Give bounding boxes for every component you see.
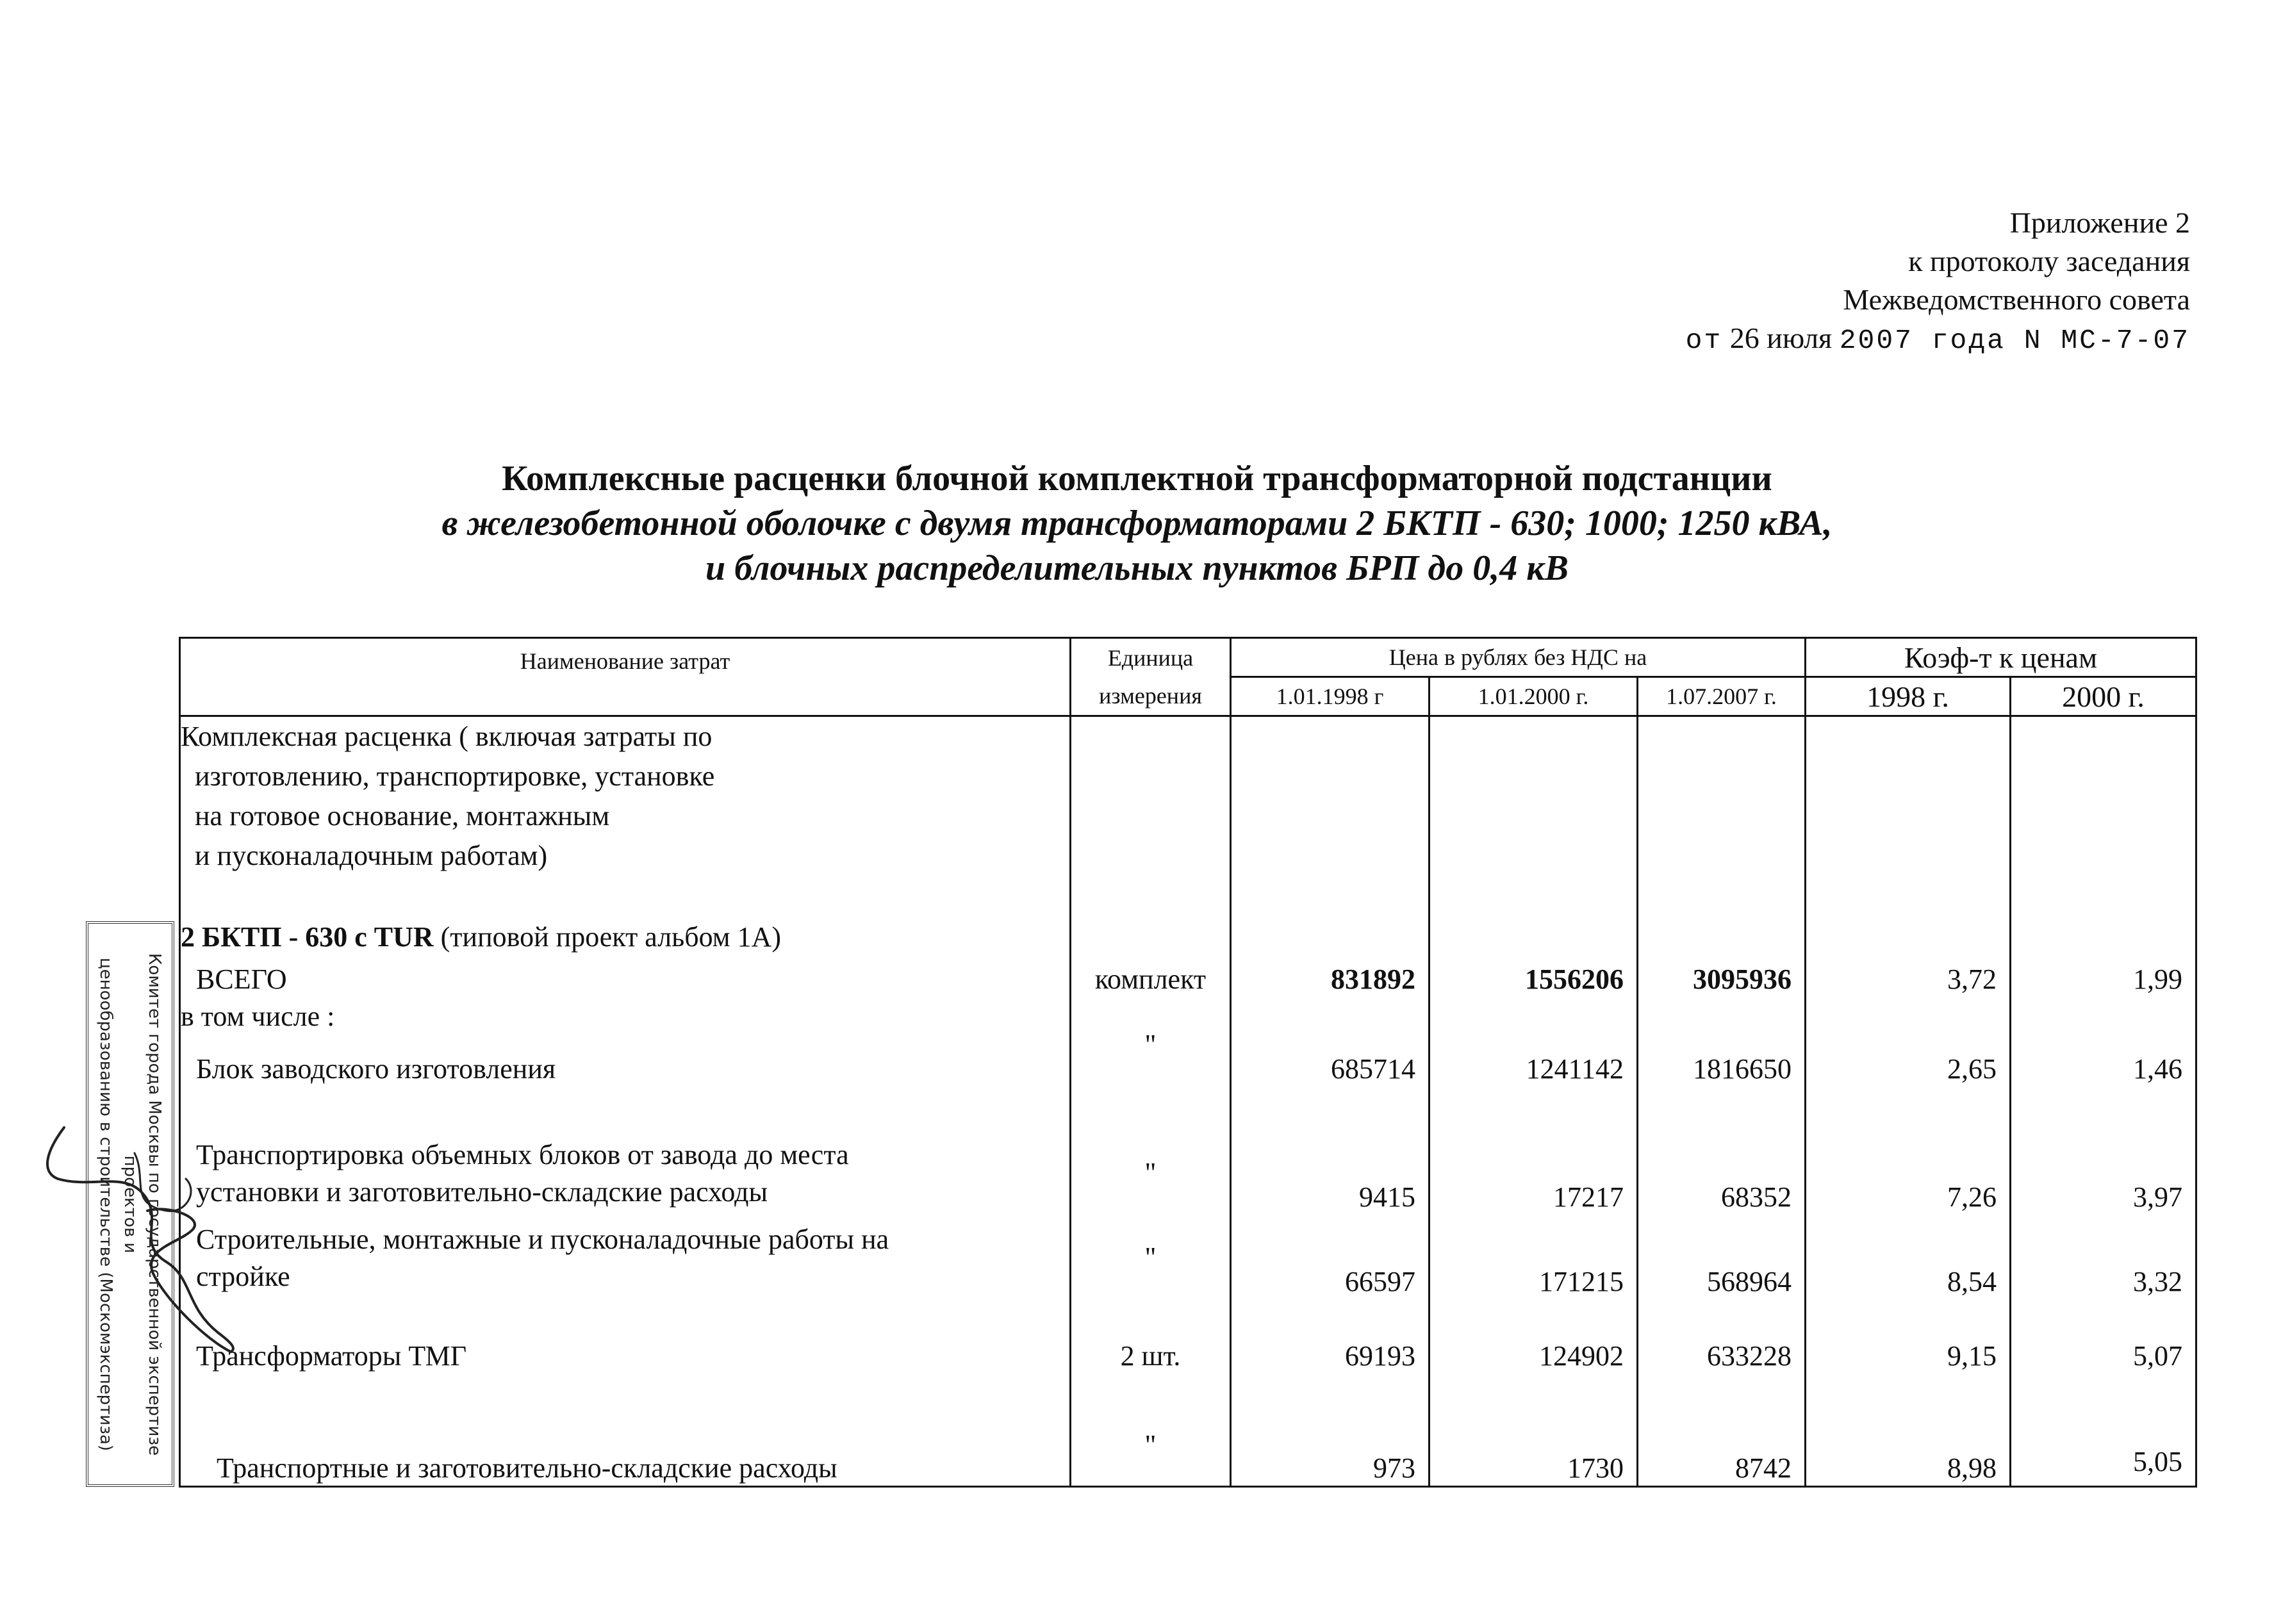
total-coef-1998: 3,72 [1806,953,2011,996]
stamp-line: ценообразованию в строительстве (Москомэкспертиза) [96,957,115,1451]
row-price-1998: 69193 [1231,1298,1429,1375]
row-price-2000: 17217 [1429,1085,1638,1213]
appendix-protocol: к протоколу заседания [1908,245,2190,277]
prices-table [179,637,2197,1488]
header-coef-2000: 2000 г. [2011,677,2196,716]
appendix-date-prefix: от [1685,325,1723,356]
header-price-group: Цена в рублях без НДС на [1231,638,1806,677]
intro-line: Комплексная расценка ( включая затраты по [181,721,713,752]
total-unit: комплект [1071,953,1231,996]
stamp-line: Комитет города Москвы по государственной экспертизе проектов и [120,953,164,1456]
row-price-2007: 1816650 [1638,1033,1806,1085]
table-row [180,1375,2196,1487]
intro-text [180,716,1071,889]
table-row [180,1298,2196,1375]
row-name: Трансформаторы ТМГ [180,1298,1071,1375]
section-title-note: (типовой проект альбом 1А) [440,921,782,953]
total-price-1998: 831892 [1231,953,1429,996]
table-row [180,1085,2196,1213]
row-price-2000: 1241142 [1429,1033,1638,1085]
row-coef-2000: 1,46 [2011,1033,2196,1085]
row-coef-1998: 7,26 [1806,1085,2011,1213]
row-price-2007: 8742 [1638,1375,1806,1487]
row-price-2007: 633228 [1638,1298,1806,1375]
row-unit: " [1071,1213,1231,1298]
row-price-2000: 171215 [1429,1213,1638,1298]
row-coef-1998: 8,98 [1806,1375,2011,1487]
header-unit-line1: Единица [1071,638,1231,677]
row-coef-1998: 9,15 [1806,1298,2011,1375]
appendix-number: Приложение 2 [2009,206,2190,239]
row-price-1998: 9415 [1231,1085,1429,1213]
row-unit: 2 шт. [1071,1298,1231,1375]
appendix-council: Межведомственного совета [1843,283,2190,316]
row-unit: " [1071,1085,1231,1213]
row-coef-2000: 3,32 [2011,1213,2196,1298]
header-price-2000: 1.01.2000 г. [1429,677,1638,716]
table-row [180,1213,2196,1298]
header-price-2007: 1.07.2007 г. [1638,677,1806,716]
intro-line: на готовое основание, монтажным [195,800,610,832]
row-name [180,1213,1071,1298]
appendix-date-suffix: 2007 года N МС-7-07 [1839,325,2190,356]
row-price-2007: 68352 [1638,1085,1806,1213]
total-row [180,953,2196,996]
row-price-2000: 1730 [1429,1375,1638,1487]
row-coef-2000: 5,05 [2011,1375,2196,1487]
intro-line: и пусконаладочным работам) [195,840,548,871]
appendix-date [1686,319,2190,360]
section-row [180,889,2196,953]
row-price-1998: 973 [1231,1375,1429,1487]
row-name-line: стройке [196,1260,290,1292]
section-title [180,889,1071,953]
row-unit: " [1071,1033,1231,1085]
row-name: Транспортные и заготовительно-складские расходы [180,1375,1071,1487]
row-coef-2000: 3,97 [2011,1085,2196,1213]
title-line-3: и блочных распределительных пунктов БРП до 0,4 кВ [705,548,1569,588]
row-name-line: Транспортировка объемных блоков от завода до места [196,1138,849,1170]
header-name: Наименование затрат [180,638,1071,716]
including-label: в том числе : [180,996,1071,1033]
header-coef-1998: 1998 г. [1806,677,2011,716]
document-title [0,456,2274,591]
row-name [180,1085,1071,1213]
row-coef-1998: 8,54 [1806,1213,2011,1298]
row-name-line: установки и заготовительно-складские расходы [196,1176,768,1208]
title-line-1: Комплексные расценки блочной комплектной трансформаторной подстанции [502,459,1772,498]
table-row [180,1033,2196,1085]
header-price-1998: 1.01.1998 г [1231,677,1429,716]
total-name: ВСЕГО [180,953,1071,996]
total-price-2007: 3095936 [1638,953,1806,996]
title-line-2: в железобетонной оболочке с двумя трансформаторами 2 БКТП - 630; 1000; 1250 кВА, [441,504,1833,543]
row-coef-1998: 2,65 [1806,1033,2011,1085]
including-row [180,996,2196,1033]
row-price-1998: 66597 [1231,1213,1429,1298]
total-coef-2000: 1,99 [2011,953,2196,996]
intro-line: изготовлению, транспортировке, установке [195,760,715,792]
total-price-2000: 1556206 [1429,953,1638,996]
header-unit-line2: измерения [1071,677,1231,716]
handwritten-signature [38,1115,256,1358]
appendix-date-day: 26 июля [1729,322,1833,354]
intro-row [180,716,2196,889]
appendix-header [1686,204,2190,360]
row-price-2007: 568964 [1638,1213,1806,1298]
row-price-1998: 685714 [1231,1033,1429,1085]
row-unit: " [1071,1375,1231,1487]
section-title-bold: 2 БКТП - 630 с TUR [181,921,434,953]
row-price-2000: 124902 [1429,1298,1638,1375]
header-coef-group: Коэф-т к ценам [1806,638,2196,677]
row-name: Блок заводского изготовления [180,1033,1071,1085]
row-coef-2000: 5,07 [2011,1298,2196,1375]
row-name-line: Строительные, монтажные и пусконаладочные работы на [196,1223,889,1255]
